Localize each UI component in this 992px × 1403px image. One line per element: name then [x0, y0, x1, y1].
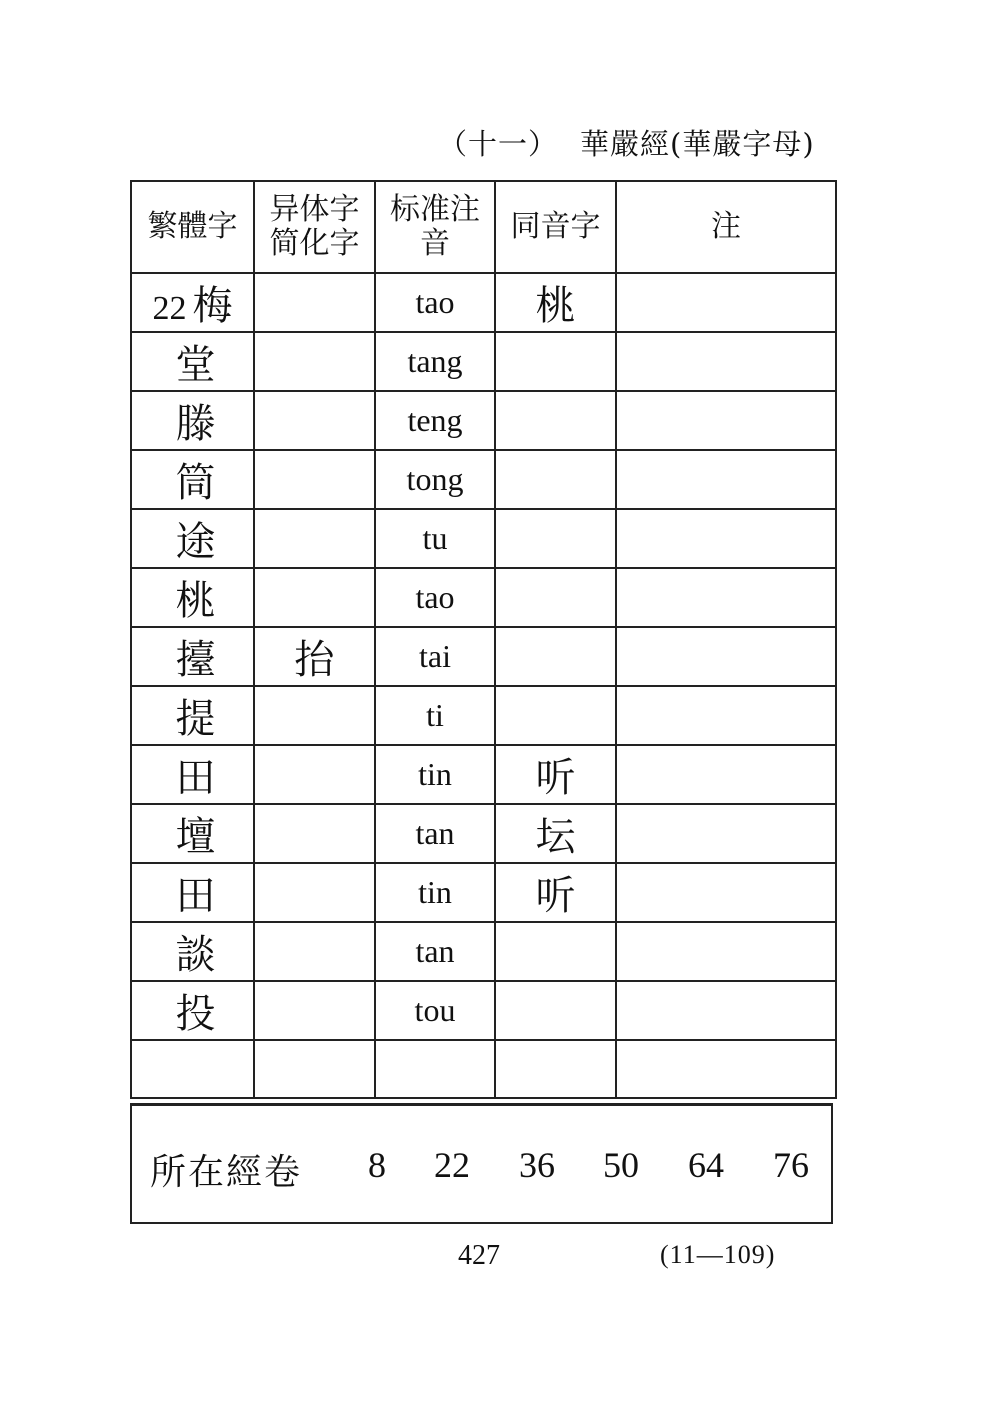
pinyin-cell: tu: [375, 509, 495, 568]
traditional-character: 擡: [175, 637, 216, 683]
pinyin-cell: [375, 1040, 495, 1098]
pinyin-cell: tou: [375, 981, 495, 1040]
entry-number: 22: [152, 290, 187, 327]
traditional-cell: [131, 804, 254, 863]
table-row: [131, 332, 836, 391]
table-row: [131, 627, 836, 686]
homophone-cell: 听: [495, 863, 616, 922]
header-variant-simplified: [254, 181, 375, 273]
page-heading: [430, 122, 850, 166]
note-cell: [616, 863, 836, 922]
variant-cell: [254, 745, 375, 804]
homophone-cell: [495, 332, 616, 391]
homophone-cell: [495, 922, 616, 981]
homophone-cell: [495, 568, 616, 627]
traditional-character: 桃: [175, 578, 216, 624]
traditional-cell: [131, 332, 254, 391]
pinyin-cell: tao: [375, 273, 495, 332]
header-pronunciation-label: 标准注音: [390, 192, 480, 261]
header-homophone: 同音字: [495, 181, 616, 273]
note-cell: [616, 332, 836, 391]
table-row: [131, 273, 836, 332]
note-cell: [616, 686, 836, 745]
header-standard-pronunciation: [375, 181, 495, 273]
volume-label: 所在經卷: [150, 1152, 303, 1193]
traditional-character: 田: [175, 873, 216, 919]
traditional-character: 筒: [175, 460, 216, 506]
header-traditional: 繁體字: [131, 181, 254, 273]
table-row: [131, 981, 836, 1040]
header-note: 注: [616, 181, 836, 273]
pinyin-cell: ti: [375, 686, 495, 745]
table-row: [131, 804, 836, 863]
table-row: [131, 745, 836, 804]
page-code: (11—109): [660, 1240, 776, 1269]
note-cell: [616, 391, 836, 450]
table-header-row: [131, 181, 836, 273]
pinyin-cell: tan: [375, 922, 495, 981]
homophone-cell: [495, 1040, 616, 1098]
volume-number: 8: [368, 1145, 386, 1185]
variant-cell: [254, 568, 375, 627]
homophone-cell: [495, 509, 616, 568]
volume-number: 76: [773, 1145, 809, 1185]
traditional-cell: [131, 686, 254, 745]
table-body: [131, 273, 836, 1098]
variant-cell: [254, 273, 375, 332]
volume-number: 22: [434, 1145, 470, 1185]
variant-cell: [254, 863, 375, 922]
traditional-cell: [131, 745, 254, 804]
note-cell: [616, 509, 836, 568]
note-cell: [616, 568, 836, 627]
traditional-character: 梅: [192, 283, 233, 329]
table-row: [131, 568, 836, 627]
variant-cell: [254, 804, 375, 863]
traditional-character: 投: [175, 991, 216, 1037]
homophone-cell: [495, 391, 616, 450]
variant-cell: [254, 509, 375, 568]
traditional-character: 滕: [175, 401, 216, 447]
traditional-character: 壇: [175, 814, 216, 860]
traditional-cell: [131, 863, 254, 922]
pinyin-cell: tang: [375, 332, 495, 391]
header-variant-label: 异体字简化字: [269, 192, 360, 261]
traditional-cell: [131, 391, 254, 450]
traditional-character: 提: [175, 696, 216, 742]
traditional-cell: [131, 568, 254, 627]
homophone-cell: [495, 981, 616, 1040]
homophone-cell: 听: [495, 745, 616, 804]
volume-number: 50: [603, 1145, 639, 1185]
variant-cell: 抬: [254, 627, 375, 686]
variant-cell: [254, 981, 375, 1040]
page-number: 427: [458, 1240, 500, 1271]
traditional-character: 堂: [175, 342, 216, 388]
table-row: [131, 686, 836, 745]
character-table: [130, 180, 837, 1099]
pinyin-cell: teng: [375, 391, 495, 450]
note-cell: [616, 804, 836, 863]
traditional-cell: [131, 1040, 254, 1098]
traditional-cell: [131, 509, 254, 568]
table-row: [131, 863, 836, 922]
homophone-cell: 坛: [495, 804, 616, 863]
homophone-cell: [495, 627, 616, 686]
pinyin-cell: tai: [375, 627, 495, 686]
traditional-character: 談: [175, 932, 216, 978]
note-cell: [616, 450, 836, 509]
variant-cell: [254, 332, 375, 391]
pinyin-cell: tong: [375, 450, 495, 509]
variant-cell: [254, 450, 375, 509]
note-cell: [616, 745, 836, 804]
variant-cell: [254, 1040, 375, 1098]
traditional-character: 途: [175, 519, 216, 565]
traditional-cell: [131, 627, 254, 686]
table-row: [131, 1040, 836, 1098]
variant-cell: [254, 391, 375, 450]
pinyin-cell: tan: [375, 804, 495, 863]
variant-cell: [254, 686, 375, 745]
note-cell: [616, 1040, 836, 1098]
note-cell: [616, 981, 836, 1040]
traditional-cell: [131, 981, 254, 1040]
variant-cell: [254, 922, 375, 981]
homophone-cell: [495, 686, 616, 745]
pinyin-cell: tin: [375, 745, 495, 804]
homophone-cell: 桃: [495, 273, 616, 332]
table-row: [131, 509, 836, 568]
homophone-cell: [495, 450, 616, 509]
table-row: [131, 922, 836, 981]
table-row: [131, 450, 836, 509]
table-row: [131, 391, 836, 450]
sutra-title: 華嚴經(華嚴字母): [580, 127, 815, 161]
volume-summary: [130, 1103, 833, 1224]
note-cell: [616, 273, 836, 332]
traditional-cell: [131, 922, 254, 981]
note-cell: [616, 922, 836, 981]
volume-number: 64: [688, 1145, 724, 1185]
character-table-wrapper: [130, 180, 835, 1099]
pinyin-cell: tin: [375, 863, 495, 922]
pinyin-cell: tao: [375, 568, 495, 627]
volume-number: 36: [519, 1145, 555, 1185]
note-cell: [616, 627, 836, 686]
section-number: （十一）: [438, 127, 559, 161]
traditional-character: 田: [175, 755, 216, 801]
traditional-cell: [131, 273, 254, 332]
traditional-cell: [131, 450, 254, 509]
